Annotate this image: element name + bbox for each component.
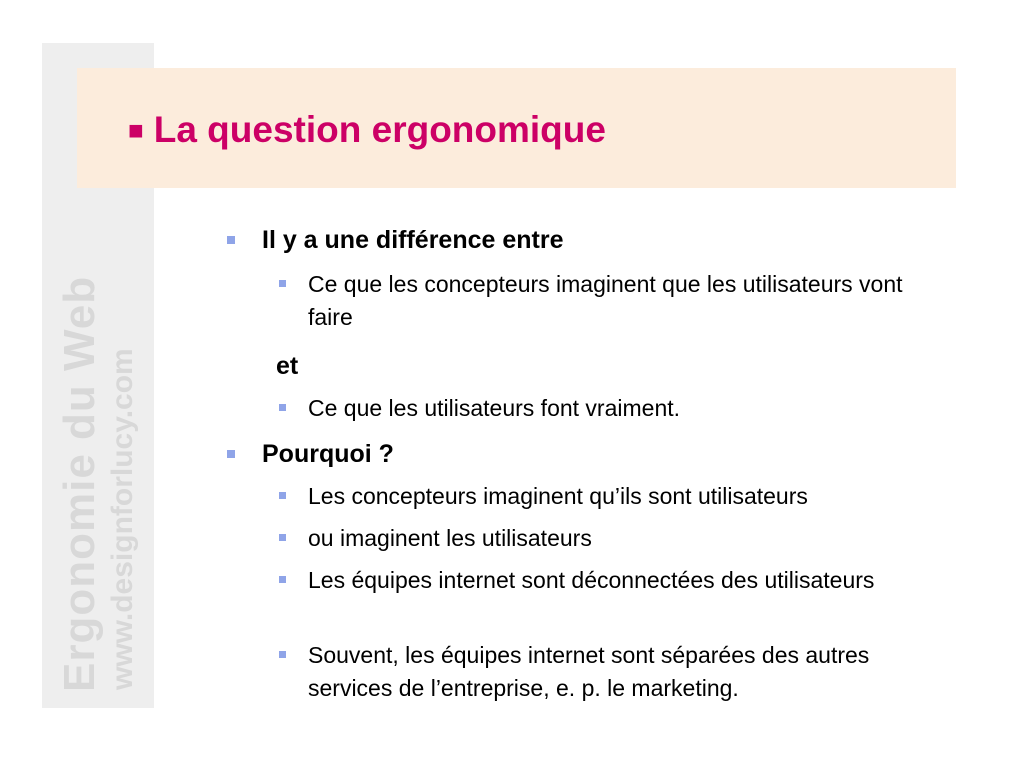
- connector-et: et: [276, 352, 299, 380]
- title-square-icon: ■: [128, 115, 144, 145]
- bullet-square-icon: [279, 404, 286, 411]
- bullet-square-icon: [227, 450, 235, 458]
- bullet-square-icon: [279, 280, 286, 287]
- bullet-square-icon: [279, 576, 286, 583]
- bullet-difference: Il y a une différence entre: [262, 226, 564, 254]
- bullet-square-icon: [227, 236, 235, 244]
- bullet-square-icon: [279, 534, 286, 541]
- watermark-title: Ergonomie du Web: [55, 275, 104, 692]
- bullet-square-icon: [279, 651, 286, 658]
- bullet-why: Pourquoi ?: [262, 440, 394, 468]
- sub-bullet-designers-are-users: Les concepteurs imaginent qu’ils sont utilisateurs: [308, 483, 808, 509]
- slide-title-text: La question ergonomique: [153, 109, 606, 150]
- sub-bullet-imagine-users: ou imaginent les utilisateurs: [308, 525, 592, 551]
- sub-bullet-teams-separated: Souvent, les équipes internet sont séparées des autres services de l’entreprise, e. p. le marketing.: [308, 642, 870, 701]
- sub-bullet-teams-disconnected: Les équipes internet sont déconnectées des utilisateurs: [308, 567, 875, 593]
- sub-bullet-designers-imagine: Ce que les concepteurs imaginent que les utilisateurs vont faire: [308, 271, 903, 330]
- watermark-url: www.designforlucy.com: [106, 348, 139, 690]
- sub-bullet-users-do: Ce que les utilisateurs font vraiment.: [308, 395, 681, 421]
- bullet-square-icon: [279, 492, 286, 499]
